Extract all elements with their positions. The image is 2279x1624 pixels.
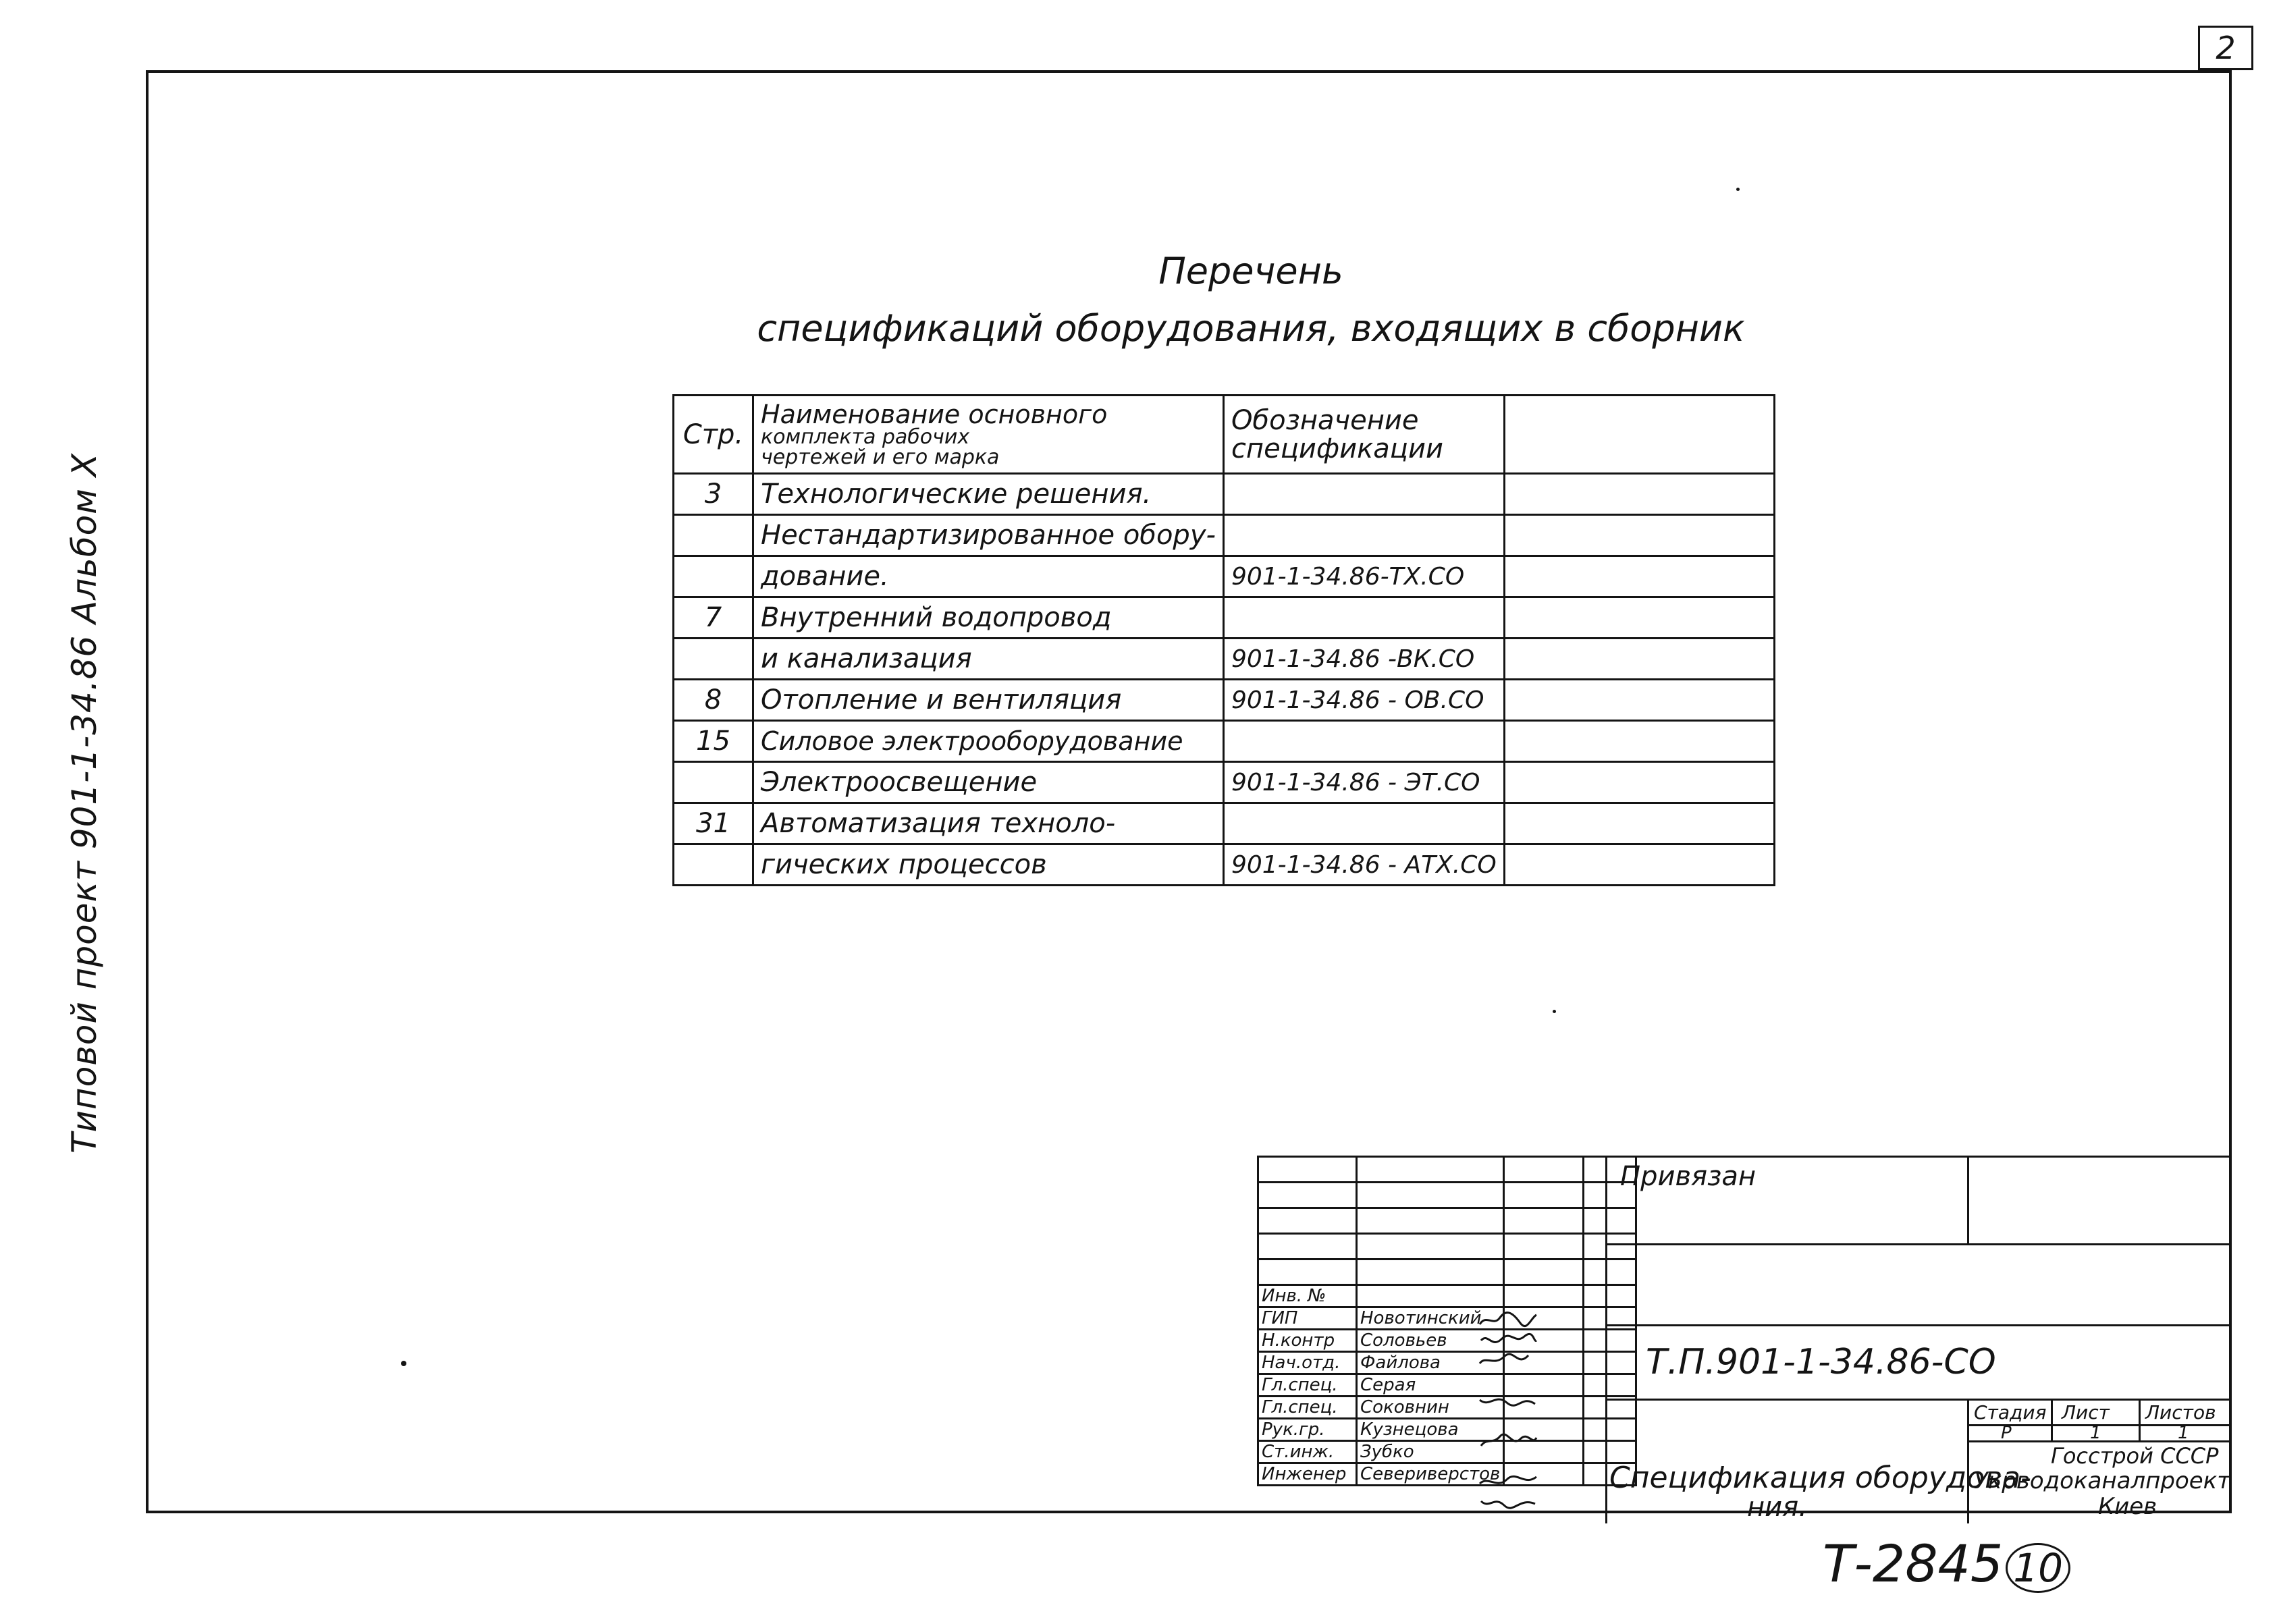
album-side-label: Типовой проект 901-1-34.86 Альбом X: [65, 452, 104, 1154]
table-row: 15 Силовое электрооборудование: [674, 721, 1775, 762]
signature-image: [1477, 1432, 1539, 1450]
stage-value: Р: [2001, 1423, 2012, 1443]
scan-speck: [401, 1361, 406, 1366]
sheets-label: Листов: [2145, 1401, 2216, 1424]
signature-image: [1477, 1473, 1539, 1490]
title-block-signatures: Инв. № ГИП Новотинский Н.контр Соловьев Нач.отд. Файлова Гл.спец. Серая Гл.спец. Соковнин Рук.гр. Кузнецова Ст.инж. Зубко Инженер Севериверстов: [1257, 1156, 1637, 1486]
title-block-main: [1605, 1156, 2232, 1523]
bound-label: Привязан: [1620, 1161, 1757, 1192]
signature-image: [1477, 1331, 1539, 1349]
scan-speck: [1553, 1010, 1556, 1013]
archive-stamp: [1823, 1534, 2070, 1594]
table-row: гических процессов 901-1-34.86 - АТХ.СО: [674, 844, 1775, 886]
scan-speck: [1736, 188, 1740, 191]
table-row: 8 Отопление и вентиляция 901-1-34.86 - ОВ.СО: [674, 680, 1775, 721]
sheet-value: 1: [2090, 1423, 2101, 1443]
sheet-label: Лист: [2062, 1401, 2110, 1424]
signature-image: [1477, 1392, 1539, 1409]
header-name: Наименование основного комплекта рабочих чертежей и его марка: [753, 396, 1224, 474]
document-title-cont: ния.: [1747, 1492, 1807, 1523]
header-code: Обозначение спецификации: [1223, 396, 1504, 474]
specification-table: [672, 394, 1775, 886]
organization-ministry: Госстрой СССР: [2051, 1443, 2219, 1469]
document-title: Спецификация оборудова-: [1609, 1461, 2031, 1495]
signature-image: [1477, 1351, 1539, 1369]
table-row: 7 Внутренний водопровод: [674, 597, 1775, 639]
sheet-number: 2: [2198, 26, 2253, 70]
archive-code: Т-2845: [1823, 1534, 2004, 1594]
signature-image: [1477, 1493, 1539, 1511]
table-row: 3 Технологические решения.: [674, 474, 1775, 515]
table-row: дование. 901-1-34.86-ТХ.СО: [674, 556, 1775, 597]
organization-name: Укрводоканалпроект: [1974, 1467, 2231, 1494]
page-subtitle: спецификаций оборудования, входящих в сборник: [757, 307, 1745, 350]
table-row: Нестандартизированное обору-: [674, 515, 1775, 556]
signature-image: [1477, 1311, 1539, 1328]
header-extra: [1504, 396, 1774, 474]
inv-label: Инв. №: [1258, 1285, 1357, 1307]
table-row: 31 Автоматизация техноло-: [674, 803, 1775, 844]
header-page: Стр.: [674, 396, 753, 474]
table-row: Электроосвещение 901-1-34.86 - ЭТ.СО: [674, 762, 1775, 803]
sheets-value: 1: [2178, 1423, 2189, 1443]
stage-label: Стадия: [1974, 1401, 2047, 1424]
document-code: Т.П.901-1-34.86-СО: [1646, 1342, 1996, 1382]
organization-city: Киев: [2098, 1493, 2157, 1520]
copy-number: 10: [2006, 1543, 2070, 1593]
table-row: и канализация 901-1-34.86 -ВК.СО: [674, 639, 1775, 680]
table-header-row: [674, 396, 1775, 474]
page-title: Перечень: [1158, 250, 1343, 292]
